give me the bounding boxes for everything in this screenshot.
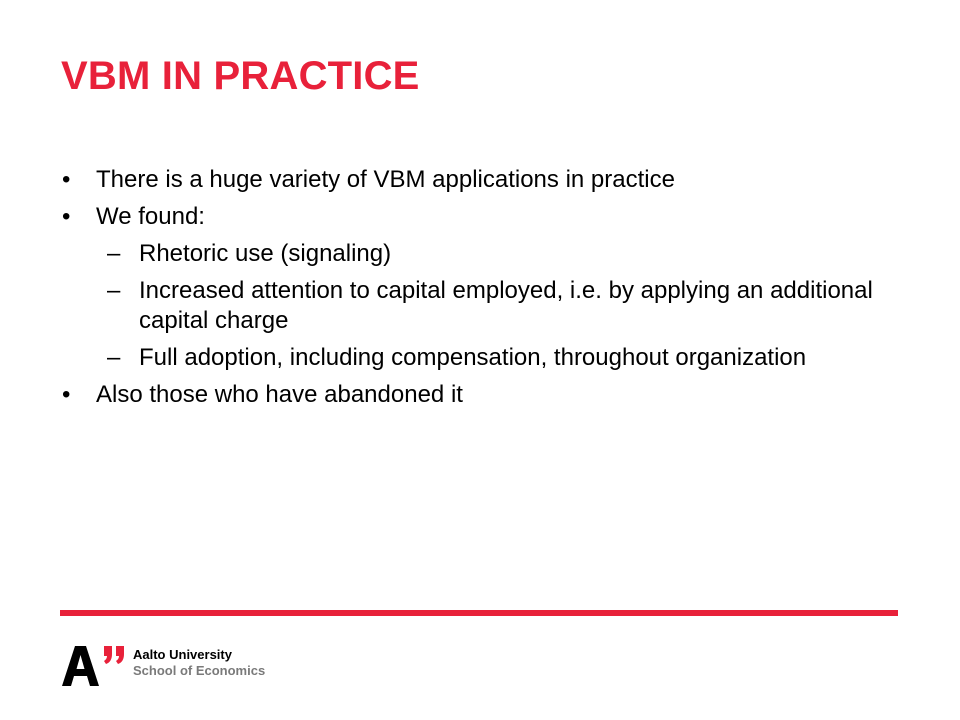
bullet-item — [60, 380, 900, 410]
sub-bullet-item — [60, 239, 900, 269]
bullet-text: There is a huge variety of VBM applications in practice — [96, 166, 675, 193]
bullet-text: Also those who have abandoned it — [96, 381, 463, 408]
bullet-item — [60, 202, 900, 232]
slide-title: VBM IN PRACTICE — [61, 54, 420, 98]
sub-bullet-marker: – — [107, 240, 121, 267]
bullet-marker: • — [62, 166, 71, 193]
slide-content — [60, 165, 900, 417]
sub-bullet-text: Increased attention to capital employed, i.e. by applying an additional capital charge — [139, 277, 873, 334]
sub-bullet-text: Full adoption, including compensation, throughout organization — [139, 344, 807, 371]
logo-line-school: School of Economics — [133, 663, 266, 678]
bullet-marker: • — [62, 381, 71, 408]
bullet-marker: • — [62, 203, 71, 230]
sub-bullet-marker: – — [107, 277, 121, 304]
logo-line-university: Aalto University — [133, 647, 232, 662]
sub-bullet-item — [60, 276, 900, 336]
bullet-text: We found: — [96, 203, 205, 230]
sub-bullet-item — [60, 343, 900, 373]
aalto-a-quote-icon — [60, 643, 130, 687]
bullet-item — [60, 165, 900, 195]
footer-divider — [60, 610, 898, 616]
sub-bullet-marker: – — [107, 344, 121, 371]
sub-bullet-text: Rhetoric use (signaling) — [139, 240, 392, 267]
logo-wordmark — [133, 647, 265, 679]
